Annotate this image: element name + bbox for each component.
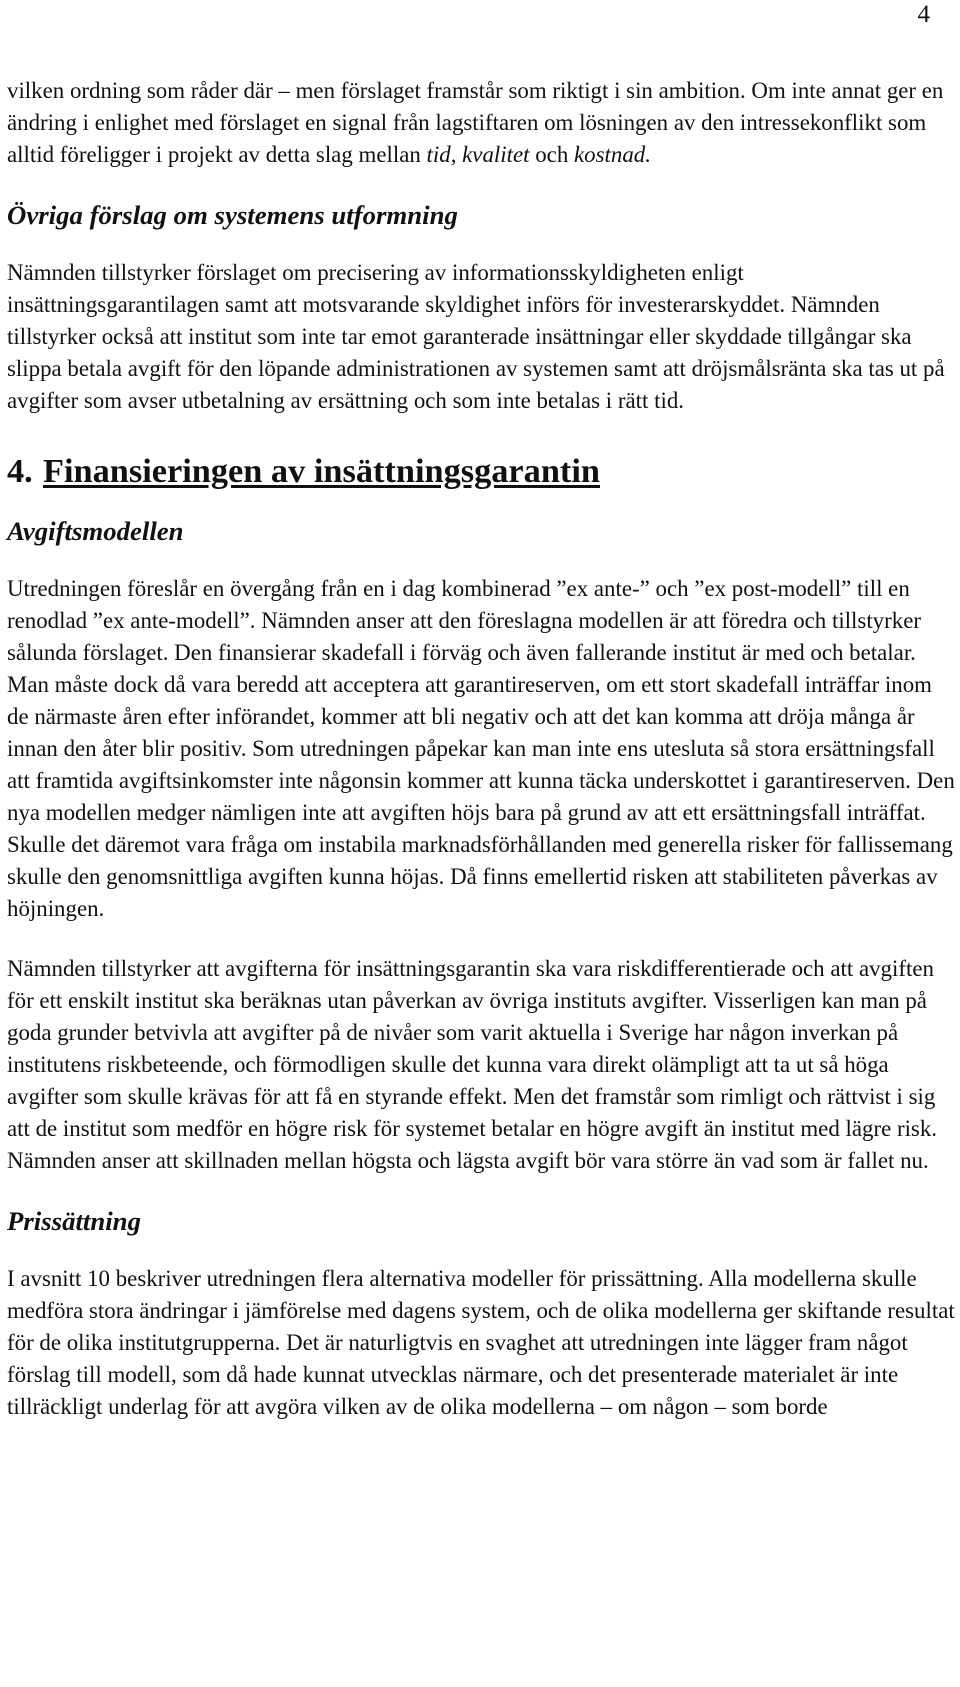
intro-paragraph: [7, 75, 957, 171]
paragraph-ovriga-forslag: Nämnden tillstyrker förslaget om precisering av informationsskyldigheten enligt insättningsgarantilagen samt att motsvarande skyldighet införs för investerarskyddet. Nämnden tillstyrker också att institut som inte tar emot garanterade insättningar eller skyddade tillgångar ska slippa betala avgift för den löpande administrationen av systemen samt att dröjsmålsränta ska tas ut på avgifter som avser utbetalning av ersättning och som inte betalas i rätt tid.: [7, 260, 945, 413]
intro-italic-cost: kostnad.: [574, 142, 651, 167]
document-body: [7, 75, 957, 1423]
heading-ovriga-forslag: Övriga förslag om systemens utformning: [7, 200, 458, 230]
section-number: 4.: [7, 452, 33, 490]
heading-prissattning: Prissättning: [7, 1206, 141, 1236]
intro-text: vilken ordning som råder där – men förslaget framstår som riktigt i sin ambition. Om inte annat ger en ändring i enlighet med förslaget en signal från lagstiftaren om lösningen av den intressekonflikt som alltid föreligger i projekt av detta slag mellan: [7, 78, 944, 167]
intro-conjunction: och: [529, 142, 575, 167]
paragraph-prissattning: I avsnitt 10 beskriver utredningen flera alternativa modeller för prissättning. Alla modellerna skulle medföra stora ändringar i jämförelse med dagens system, och de olika modellerna ger skiftande resultat för de olika institutgrupperna. Det är naturligtvis en svaghet att utredningen inte lägger fram något förslag till modell, som då hade kunnat utvecklas närmare, och det presenterade materialet är inte tillräckligt underlag för att avgöra vilken av de olika modellerna – om någon – som borde: [7, 1266, 955, 1419]
page-number: 4: [917, 1, 930, 28]
intro-italic-time-quality: tid, kvalitet: [426, 142, 530, 167]
paragraph-avgiftsmodellen-2: Nämnden tillstyrker att avgifterna för insättningsgarantin ska vara riskdifferentierade och att avgiften för ett enskilt institut ska beräknas utan påverkan av övriga instituts avgifter. Visserligen kan man på goda grunder betvivla att avgifter på de nivåer som varit aktuella i Sverige har någon inverkan på institutens riskbeteende, och förmodligen skulle det kunna vara direkt olämpligt att ta ut så höga avgifter som skulle krävas för att få en styrande effekt. Men det framstår som rimligt och rättvist i sig att de institut som medför en högre risk för systemet betalar en högre avgift än institut med lägre risk. Nämnden anser att skillnaden mellan högsta och lägsta avgift bör vara större än vad som är fallet nu.: [7, 956, 938, 1173]
heading-avgiftsmodellen: Avgiftsmodellen: [7, 516, 184, 546]
section-title: Finansieringen av insättningsgarantin: [43, 452, 600, 490]
section-heading-4: [7, 452, 957, 490]
paragraph-avgiftsmodellen-1: Utredningen föreslår en övergång från en i dag kombinerad ”ex ante-” och ”ex post-modell” till en renodlad ”ex ante-modell”. Nämnden anser att den föreslagna modellen är att föredra och tillstyrker sålunda förslaget. Den finansierar skadefall i förväg och även fallerande institut är med och betalar. Man måste dock då vara beredd att acceptera att garantireserven, om ett stort skadefall inträffar inom de närmaste åren efter införandet, kommer att bli negativ och att det kan komma att dröja många år innan den åter blir positiv. Som utredningen påpekar kan man inte ens utesluta så stora ersättningsfall att framtida avgiftsinkomster inte någonsin kommer att kunna täcka underskottet i garantireserven. Den nya modellen medger nämligen inte att avgiften höjs bara på grund av att ett ersättningsfall inträffat. Skulle det däremot vara fråga om instabila marknadsförhållanden med generella risker för fallissemang skulle den genomsnittliga avgiften kunna höjas. Då finns emellertid risken att stabiliteten påverkas av höjningen.: [7, 576, 955, 921]
